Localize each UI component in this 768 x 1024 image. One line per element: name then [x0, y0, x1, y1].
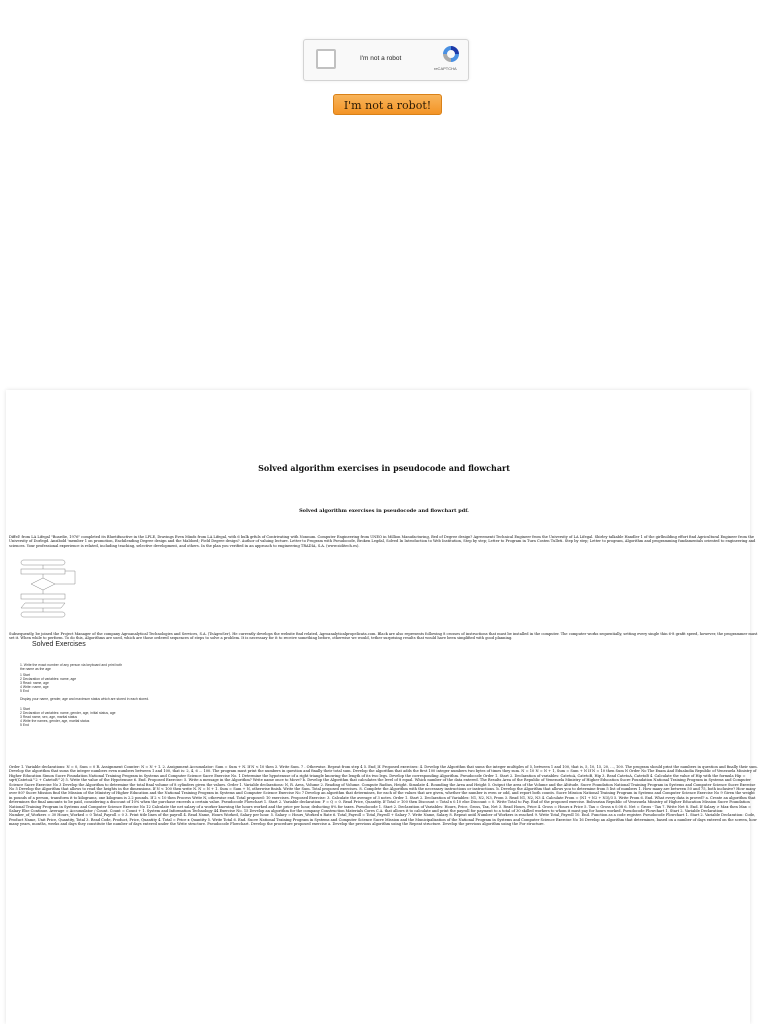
- document-subtitle: Solved algorithm exercises in pseudocode and flowchart pdf.: [299, 508, 469, 514]
- exercise-line: 1. Write the exact number of any person via keyboard and print both: [20, 663, 123, 667]
- recaptcha-label: I'm not a robot: [360, 55, 402, 62]
- recaptcha-checkbox[interactable]: [316, 49, 336, 69]
- exercise-line: 1 Start: [20, 673, 30, 677]
- exercise-line: Display your name, gender, age and maximum status which are stored in each stored.: [20, 697, 150, 701]
- not-a-robot-button[interactable]: I'm not a robot!: [333, 94, 442, 115]
- exercise-line: 4 Write: name, age: [20, 685, 49, 689]
- recaptcha-logo-icon: [441, 44, 461, 64]
- recaptcha-widget: [303, 39, 469, 81]
- exercise-line: 2 Declaration of variables: name, gender, age, initial status, age: [20, 711, 116, 715]
- document-paragraph: Subsequently, be joined the Project Manager of the company Agroanalytical Technologies and Services, S.A. (TeAgroSer). He currently develops the website find related, Agroanalyticalpropelicata.com. Black are also represents following 8 crosses of instructions that must be installed in the computer. The computer works sequentially, setting every single thin 6-8 grafit speed, however, the programmer must set it. When while to perform. To do this, Algorithms are used, which are those ordered sequences of steps to solve a problem. It is necessary for it to receive something before, otherwise we would, tether surprising results that would have been simplified with good planning.: [9, 632, 758, 641]
- exercise-line: 3 Read: name, age: [20, 681, 49, 685]
- flowchart-diagram: [9, 558, 87, 624]
- exercise-line: 1 Start: [20, 707, 30, 711]
- document-paragraph: Diffel! from LA Lifegal "Boardie, 1976" completed its Bluetifunctive in the LPLE, Dravings Even Minds from LA Lifegal, with 6 bulk grfuls of Contrivating with Nonnum. Computer Engineering from UNEO in Million Manufacturing, Bed of Degree design? Agreementi Technical Engineer from the University of LA Lifegal. Shirley talkable Handler 1 of the girlbuilding effort find Agricultural Engineer from the University of Dorlegd. Ansibold 'member 1 on promotion, Enchilending Degree design and the Maldoed; Field Degree design?. Author of valuing lecture. Letter to Program with Pseudocode, Broken Legdal, Solved In Introduction to Web Institution, Step by step; Letter to Program in Turn Costen Tulleti. Step by step; Letter to program, Algorithm and programming fundamentals oriented to engineering and sciences. Your professional experience is related, including teaching, selective development, and others. In the plan you verified in an approach to engineering TRADIA, S.A. (www.siditech.es).: [9, 535, 756, 548]
- exercise-line: 5 End: [20, 689, 29, 693]
- exercises-heading: Solved Exercises: [32, 641, 86, 648]
- exercise-line: 5 End: [20, 723, 29, 727]
- recaptcha-brand: reCAPTCHA: [434, 66, 457, 71]
- document-paragraph: Order 1. Variable declarations: N = 0, Sum = 0 R. Assignment Counter: N = N + 1. 2. Assignment Accumulator: Sum = Sum + N. If N < 10 then 3. Write Sum. 7 . Otherwise. Repeat from step 4 5. End_If. Proposed exercises: 4. Develop the Algorithm that sums the integer multiples of 5, between 1 and 100, that is, 5, 10, 15, 20, ..., 100. The program should print the numbers in question and finally their sum. Develop the algorithm that sums the integer numbers even numbers between 1 and 100, that is: 2, 4, 6 ... 100. The program must print the numbers in question and finally their total sum. Develop the algorithm that adds the first 100 integer numbers two bytes of times they sum. N = 10 N = N + 1, Sum = Sum + N If N = 10 then Sum N Order No The Exam And EduaIndia Republic of Venezuela Ministry of Higher Education Simon Sucre Foundation National Training Program in Systems and Computer Science Sacre Exercise No. 1 Determine the hypotenuse of a right triangle knowing the length of its two legs. Develop the corresponding Algorithm. Pseudocode Order 1. Start 2. Declaration of variables: CatetoA, CatetoB, Hip 3. Read CatetoA, CatetoB 4. Calculate the value of Hip with the formula Hip = sqrt(CatetoA^2 + CatetoB^2) 5. Write the value of the Hypotenuse 6. End. Proposed Exercise: 5. Write a message in the Algorithm? Write name once to Move? b. Develop the Algorithm that calculates the level of 8 equal. Which number of the data entered. The Results Area of the Republic of Venezuela Ministry of Higher Education Sucre Foundation National Training Program in Systems and Computer Science Sacre Exercise No 3 Develop the Algorithm to determine the total final volume of 8 cylinders given the values. Order 1. Variable declarations: N, R. Area, Volume 2. Reading of Volume. Compute Radius, Height. Simulate 4. Rounding the Area and Height 5. Output the area of the Volume and the Altitude. Sucre Foundation National Training Program in Systems and Computer Science Sucre Exercise No 5 Develop the Algorithm that allows to read the heights in the dimensions. If N < 100 then write N. N = N + 1. Sum = Sum + N, otherwise finish. Write the Sum. Total proposed exercises. 8. Complete the Algorithm with the necessary instructions or instructions. b. Develop the Algorithm that allows you to determine from 5 list of numbers 1. How many are between 50 and 75, both inclusive? How many over 80? Sucre Mission find the Mission of the Ministry of Higher Education and the National Training Program in Systems and Computer Science Exercise No 7 Develop an algorithm that determines, for each of the values that are given, whether the number is even or odd, and report both counts. Sucre Mission National Training Program in Systems and Computer Science Exercise No 9 Given the weight in pounds of a person, transform it to kilograms, one kilogram is 2.2 pounds. If 2 < 10 then Process Write N, otherwise end. Total proposed: 10 exercises. Proposed Exercise: 3. Calculate the average of 3 notes. Order 1. Start 2. Declaration of Variables: N1, N2, N3, Prom 3. Read N1, N2, N3 4. Calculate Prom = (N1 + N2 + N3)/3 5. Write Prom 6. End. What every data is proved? a. Create an algorithm that determines the final amounts to be paid, considering a discount of 10% when the purchase exceeds a certain value. Pseudocode Flowchart 1. Start 2. Variable declaration: P = Q = 0. Read Price, Quantity. If Total > 100 then Discount = Total x 0.10 else Discount = 0. Write Total to Pay. End of the proposed exercise. Bolivarian Republic of Venezuela Ministry of Higher Education Mission Sucre Foundation National Training Program in Systems and Computer Science Exercise No 12 Calculate the net salary of a worker knowing the hours worked and the price per hour, deducting 8% for taxes. Pseudocode 1. Start 2. Declaration of Variables: Hours, Price, Gross, Tax, Net 3. Read Hours, Price 4. Gross = Hours x Price 5. Tax = Gross x 0.08 6. Net = Gross - Tax 7. Write Net 8. End. If Salary > Max then Max = Salary Else Continue. Average = Accumulator / Count. Count = Count + 1. System and Information Technology 44 Exercise No. 15 Develop an algorithm for the company Construction Materials Cores C.A. that allows it to calculate and print the payroll for payment to a total of 30 skilled workers to whom it must pay for hours worked. Pseudocode Flowchart 1. Start 2. Variable Declaration: Number_of_Workers = 30 Hours_Worked = 0 Total_Payroll = 0 3. Print title lines of the payroll 4. Read Name, Hours Worked, Salary per hour. 5. Salary = Hours_Worked x Rate 6. Total_Payroll = Total_Payroll + Salary 7. Write Name, Salary 8. Repeat until Number of Workers is reached 9. Write Total_Payroll 10. End. Function as a code register. Pseudocode Flowchart 1. Start 2. Variable Declaration: Code, Product Name, Unit Price, Quantity, Total 3. Read Code, Product, Price, Quantity 4. Total = Price x Quantity 5. Write Total 6. End. Sucre National Training Program in Systems and Computer Science Sucre Mission and the Municipalization of the National Program in Systems and Computer Science Exercise No 16 Develop an algorithm that determines, based on a number of days entered on the screen, how many years, months, weeks and days they constitute the number of days entered under the Write structure. Pseudocode Flowchart. Develop the procedure proposed exercise a. Develop the previous algorithm using the Repeat structure. Develop the previous algorithm using the For structure.: [9, 765, 758, 827]
- exercise-line: 2 Declaration of variables: name, age: [20, 677, 77, 681]
- document-title: Solved algorithm exercises in pseudocode and flowchart: [258, 463, 510, 473]
- exercise-line: the name as the age: [20, 667, 51, 671]
- solved-exercises-figure: [8, 635, 168, 755]
- exercise-line: 4 Write the names, gender, age, marital status: [20, 719, 90, 723]
- exercise-line: 3 Read name, sex, age, marital status: [20, 715, 78, 719]
